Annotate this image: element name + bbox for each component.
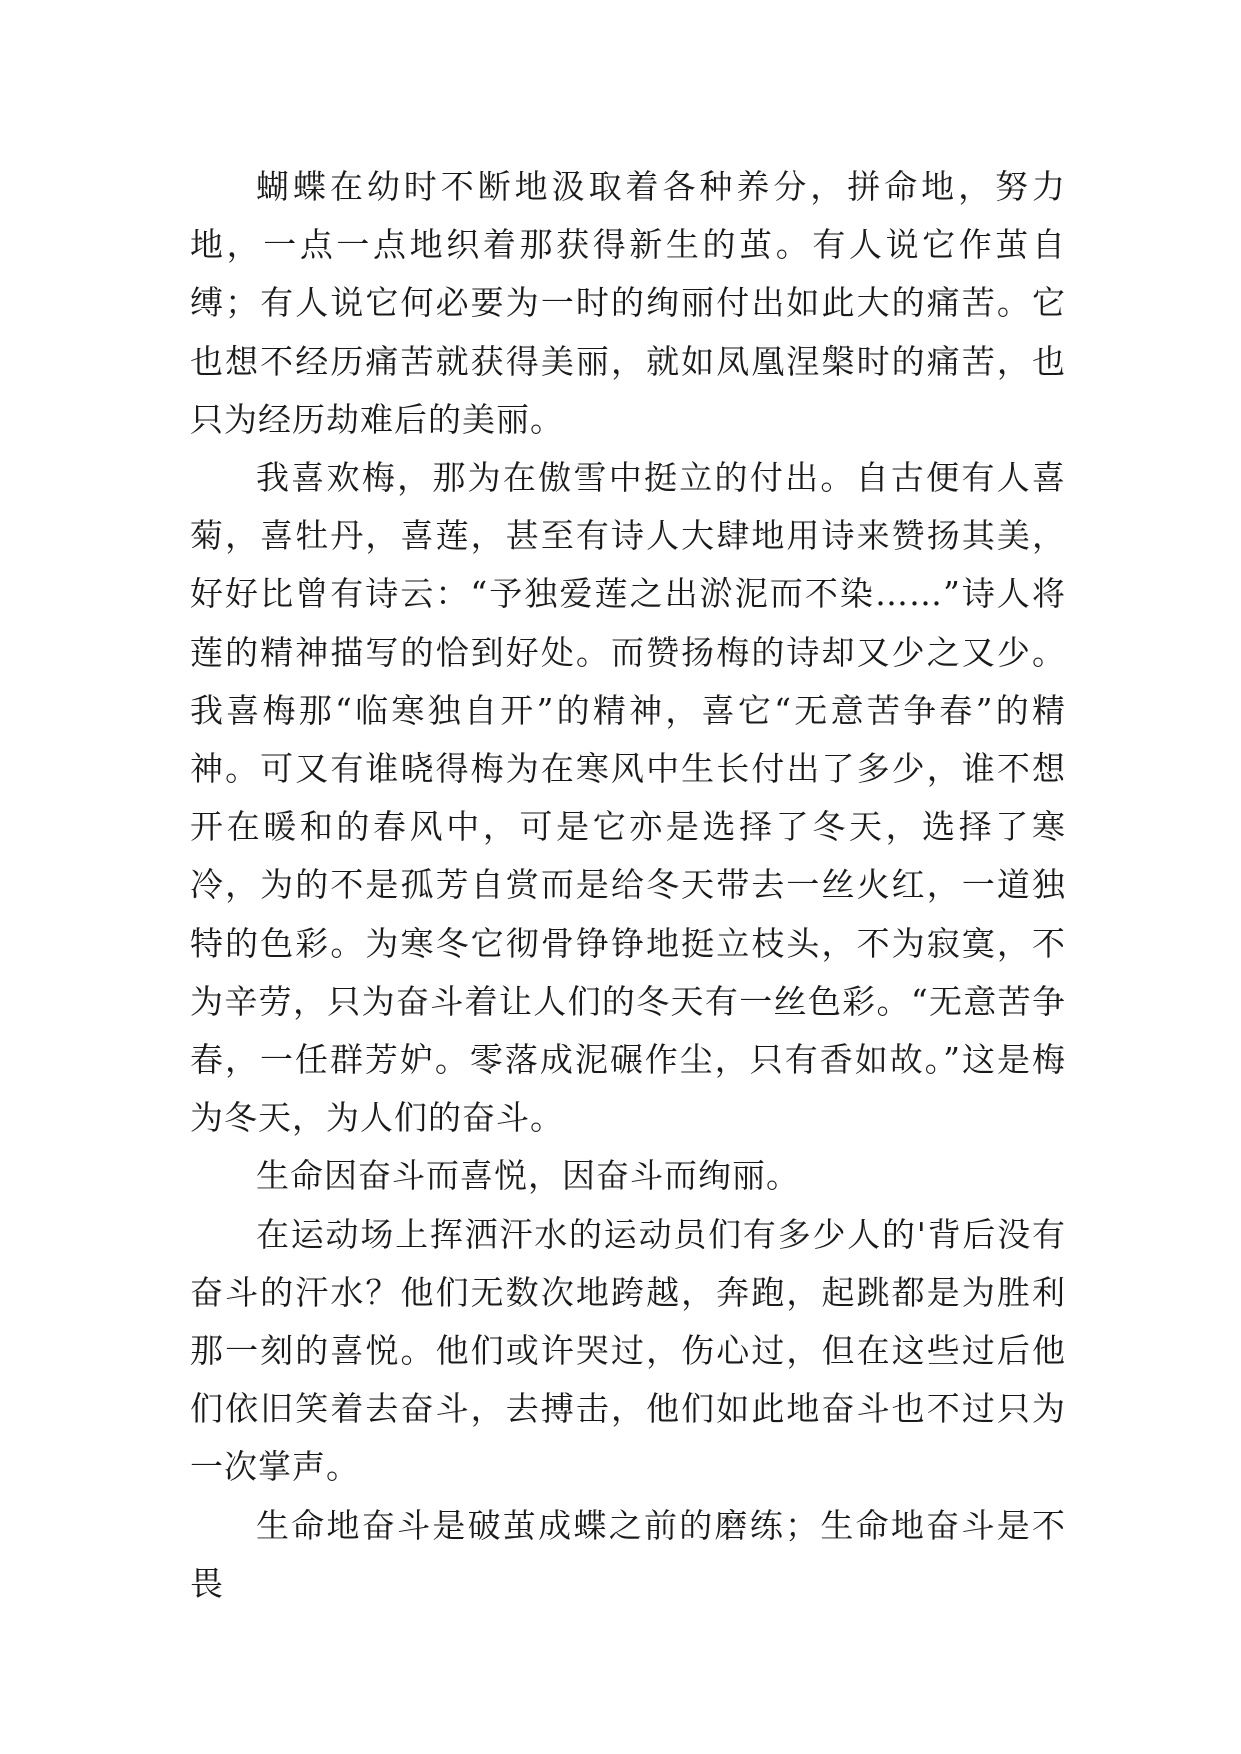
paragraph-plum: 我喜欢梅，那为在傲雪中挺立的付出。自古便有人喜菊，喜牡丹，喜莲，甚至有诗人大肆地用诗来赞扬其美，好好比曾有诗云：“予独爱莲之出淤泥而不染……”诗人将莲的精神描写的恰到好处。而赞扬梅的诗却又少之又少。我喜梅那“临寒独自开”的精神，喜它“无意苦争春”的精神。可又有谁晓得梅为在寒风中生长付出了多少，谁不想开在暖和的春风中，可是它亦是选择了冬天，选择了寒冷，为的不是孤芳自赏而是给冬天带去一丝火红，一道独特的色彩。为寒冬它彻骨铮铮地挺立枝头，不为寂寞，不为辛劳，只为奋斗着让人们的冬天有一丝色彩。“无意苦争春，一任群芳妒。零落成泥碾作尘，只有香如故。”这是梅为冬天，为人们的奋斗。	[190, 458, 1066, 1138]
paragraph-athletes: 在运动场上挥洒汗水的运动员们有多少人的'背后没有奋斗的汗水？他们无数次地跨越，奔跑，起跳都是为胜利那一刻的喜悦。他们或许哭过，伤心过，但在这些过后他们依旧笑着去奋斗，去搏击，他们如此地奋斗也不过只为一次掌声。	[190, 1214, 1066, 1487]
paragraph-life-joy: 生命因奋斗而喜悦，因奋斗而绚丽。	[256, 1156, 800, 1196]
essay-body	[190, 158, 1066, 1613]
paragraph-life-struggle: 生命地奋斗是破茧成蝶之前的磨练；生命地奋斗是不畏	[190, 1505, 1066, 1603]
paragraph-butterfly: 蝴蝶在幼时不断地汲取着各种养分，拼命地，努力地，一点一点地织着那获得新生的茧。有人说它作茧自缚；有人说它何必要为一时的绚丽付出如此大的痛苦。它也想不经历痛苦就获得美丽，就如凤凰涅槃时的痛苦，也只为经历劫难后的美丽。	[190, 167, 1066, 439]
